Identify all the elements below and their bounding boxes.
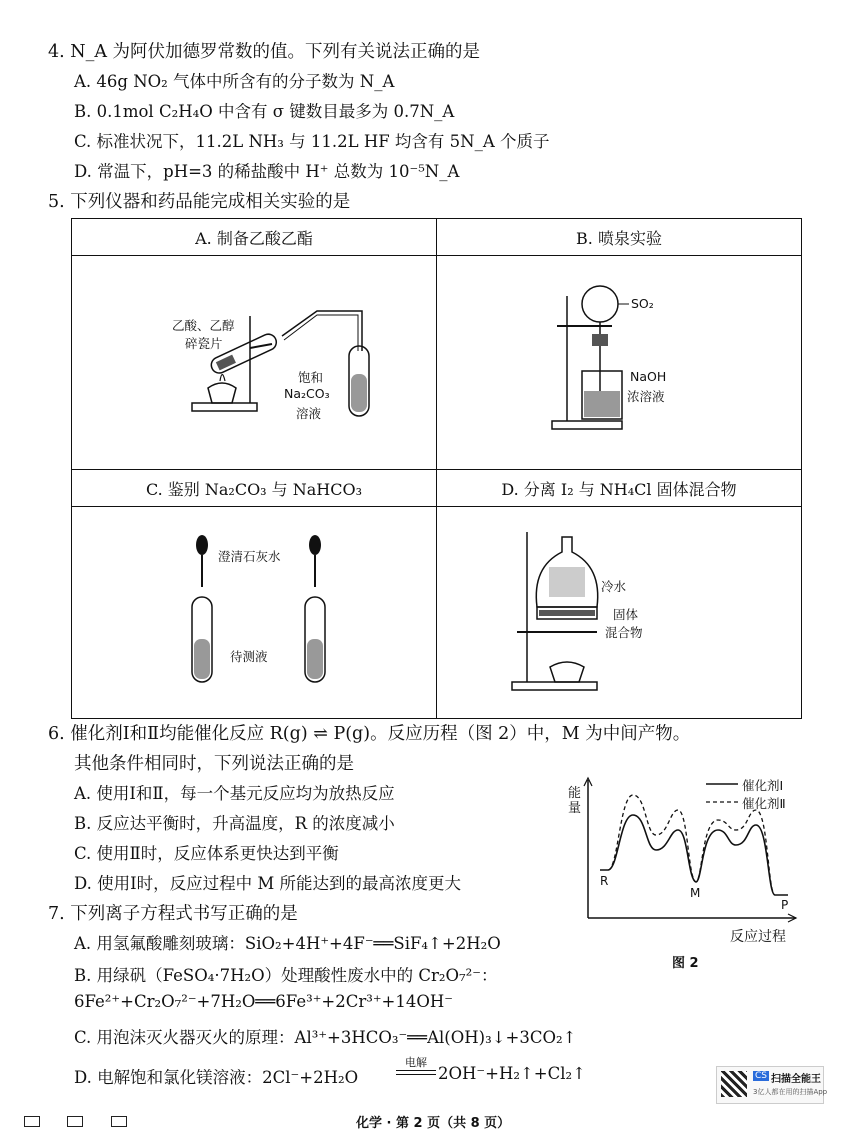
point-p: P bbox=[781, 898, 789, 912]
box-icon bbox=[67, 1116, 83, 1127]
figure2-xlabel: 反应过程 bbox=[730, 929, 786, 945]
figure2-ylabel: 能量 bbox=[568, 786, 582, 816]
label-na2co3: Na₂CO₃ bbox=[284, 386, 330, 401]
label-solution: 溶液 bbox=[296, 406, 322, 421]
q5-stem: 5. 下列仪器和药品能完成相关实验的是 bbox=[48, 192, 351, 212]
label-concentrated: 浓溶液 bbox=[627, 389, 665, 404]
cell-b-title: B. 喷泉实验 bbox=[437, 219, 802, 256]
q5-apparatus-table bbox=[71, 218, 802, 719]
point-r: R bbox=[600, 874, 609, 888]
esterification-apparatus-diagram bbox=[72, 256, 436, 464]
box-icon bbox=[24, 1116, 40, 1127]
scanner-watermark bbox=[716, 1066, 828, 1104]
test-tube-diagram bbox=[72, 507, 436, 713]
q7-option-a: A. 用氢氟酸雕刻玻璃：SiO₂+4H⁺+4F⁻══SiF₄↑+2H₂O bbox=[74, 934, 501, 953]
cell-a-title: A. 制备乙酸乙酯 bbox=[72, 219, 437, 256]
point-m: M bbox=[690, 886, 701, 900]
cell-d-figure bbox=[437, 507, 802, 719]
cell-c-title: C. 鉴别 Na₂CO₃ 与 NaHCO₃ bbox=[72, 470, 437, 507]
q6-option-d: D. 使用Ⅰ时，反应过程中 M 所能达到的最高浓度更大 bbox=[74, 874, 462, 893]
q6-option-a: A. 使用Ⅰ和Ⅱ，每一个基元反应均为放热反应 bbox=[74, 784, 395, 803]
cs-logo: CS bbox=[755, 1071, 767, 1081]
q6-option-c: C. 使用Ⅱ时，反应体系更快达到平衡 bbox=[74, 844, 339, 863]
electrolysis-condition: 电解 bbox=[405, 1056, 427, 1069]
label-solid: 固体 bbox=[613, 607, 639, 622]
q4-option-c: C. 标准状况下，11.2L NH₃ 与 11.2L HF 均含有 5N_A 个质子 bbox=[74, 132, 550, 151]
energy-profile-figure bbox=[568, 770, 808, 960]
cell-a-figure bbox=[72, 256, 437, 470]
label-test-solution: 待测液 bbox=[230, 649, 268, 664]
q7-option-b-line1: B. 用绿矾（FeSO₄·7H₂O）处理酸性废水中的 Cr₂O₇²⁻： bbox=[74, 966, 498, 985]
curve-catalyst-1 bbox=[600, 815, 788, 895]
label-saturated: 饱和 bbox=[298, 370, 324, 385]
label-cold-water: 冷水 bbox=[601, 579, 627, 594]
fountain-apparatus-diagram bbox=[437, 256, 801, 464]
qr-code-icon bbox=[721, 1071, 747, 1097]
page-number: 化学 · 第 2 页（共 8 页） bbox=[356, 1116, 511, 1131]
q7-option-d-pre: D. 电解饱和氯化镁溶液：2Cl⁻+2H₂O bbox=[74, 1068, 359, 1087]
q4-option-a: A. 46g NO₂ 气体中所含有的分子数为 N_A bbox=[74, 72, 395, 91]
label-porcelain: 碎瓷片 bbox=[185, 336, 223, 351]
electrolysis-equals-sign bbox=[396, 1070, 436, 1075]
q7-option-d-post: 2OH⁻+H₂↑+Cl₂↑ bbox=[438, 1064, 586, 1083]
legend-catalyst-1: 催化剂Ⅰ bbox=[742, 778, 784, 793]
q4-stem: 4. N_A 为阿伏加德罗常数的值。下列有关说法正确的是 bbox=[48, 42, 481, 62]
q6-option-b: B. 反应达平衡时，升高温度，R 的浓度减小 bbox=[74, 814, 395, 833]
label-so2: SO₂ bbox=[631, 296, 654, 311]
footer-boxes bbox=[24, 1112, 127, 1132]
cell-b-figure bbox=[437, 256, 802, 470]
q7-option-b-line2: 6Fe²⁺+Cr₂O₇²⁻+7H₂O══6Fe³⁺+2Cr³⁺+14OH⁻ bbox=[74, 992, 454, 1011]
q4-option-d: D. 常温下，pH=3 的稀盐酸中 H⁺ 总数为 10⁻⁵N_A bbox=[74, 162, 460, 181]
label-acid-alcohol: 乙酸、乙醇 bbox=[172, 318, 235, 333]
scanner-name: 扫描全能王 bbox=[771, 1074, 821, 1085]
q7-option-c: C. 用泡沫灭火器灭火的原理：Al³⁺+3HCO₃⁻══Al(OH)₃↓+3CO₂↑ bbox=[74, 1028, 577, 1047]
figure2-caption: 图 2 bbox=[672, 956, 699, 971]
label-naoh: NaOH bbox=[630, 369, 667, 384]
cell-c-figure bbox=[72, 507, 437, 719]
q6-stem-line2: 其他条件相同时，下列说法正确的是 bbox=[74, 754, 354, 774]
label-mixture: 混合物 bbox=[605, 625, 643, 640]
scanner-subtitle: 3亿人都在用的扫描App bbox=[753, 1088, 828, 1096]
label-limewater: 澄清石灰水 bbox=[218, 549, 281, 564]
box-icon bbox=[111, 1116, 127, 1127]
legend-catalyst-2: 催化剂Ⅱ bbox=[742, 796, 786, 811]
q7-stem: 7. 下列离子方程式书写正确的是 bbox=[48, 904, 298, 924]
cell-d-title: D. 分离 I₂ 与 NH₄Cl 固体混合物 bbox=[437, 470, 802, 507]
q4-option-b: B. 0.1mol C₂H₄O 中含有 σ 键数目最多为 0.7N_A bbox=[74, 102, 455, 121]
q6-stem-line1: 6. 催化剂Ⅰ和Ⅱ均能催化反应 R(g) ⇌ P(g)。反应历程（图 2）中，M 为中间产物。 bbox=[48, 724, 691, 744]
